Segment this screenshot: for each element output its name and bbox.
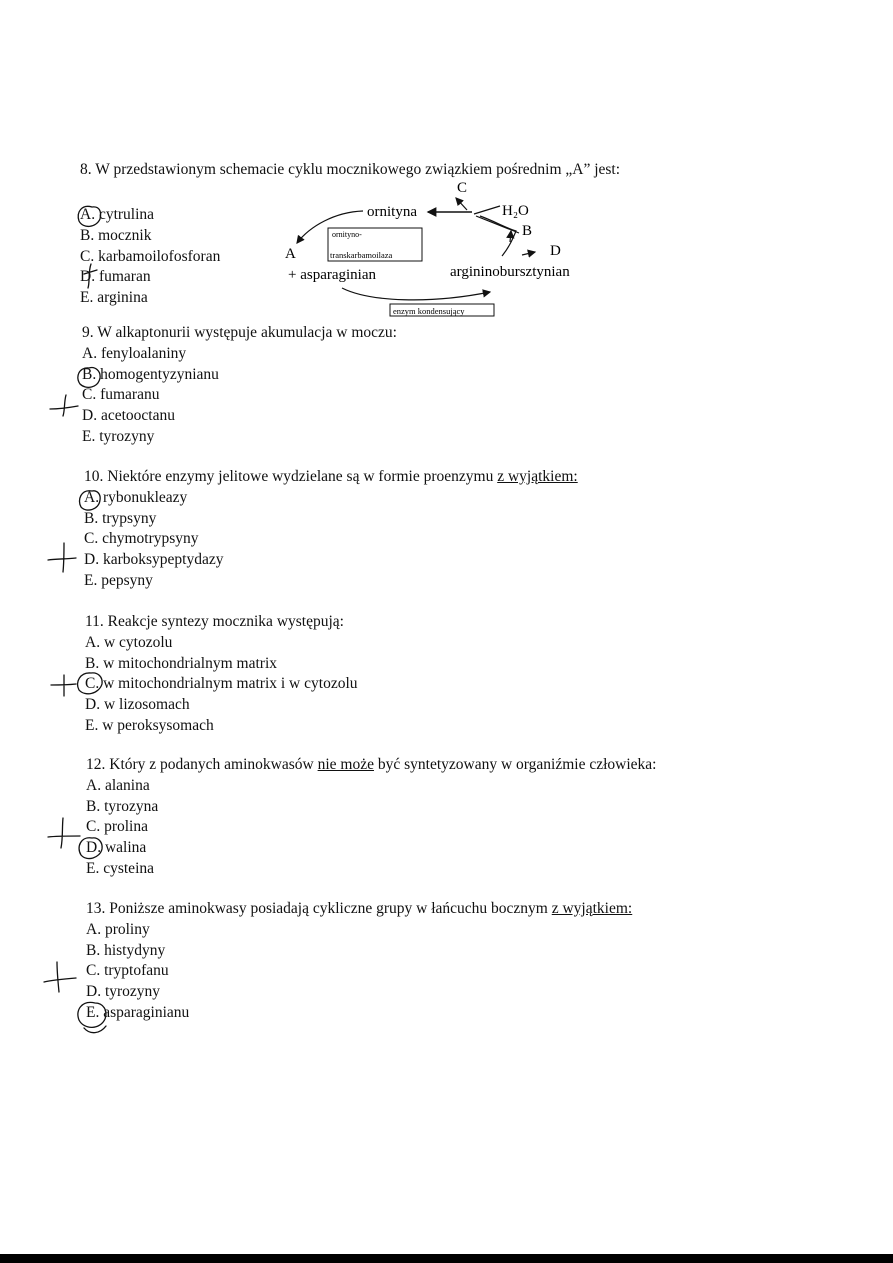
question-8-option-e: E. arginina [80, 289, 148, 307]
question-11-option-c: C. w mitochondrialnym matrix i w cytozolu [85, 675, 358, 693]
scheme-label-d: D [550, 243, 561, 259]
question-10-stem [84, 467, 578, 488]
line-to-h2o [474, 206, 500, 214]
question-8-option-b: B. mocznik [80, 226, 152, 244]
question-11-option-a: A. w cytozolu [85, 633, 173, 651]
question-13-stem [86, 899, 632, 920]
question-12-option-d: D. walina [86, 839, 147, 857]
question-8-options [80, 205, 220, 309]
question-9-option-b: B. homogentyzynianu [82, 365, 219, 383]
question-11-option-b: B. w mitochondrialnym matrix [85, 654, 278, 672]
question-8-option-c: C. karbamoilofosforan [80, 247, 221, 265]
cross-mark-q12 [48, 818, 80, 848]
question-9-stem: 9. W alkaptonurii występuje akumulacja w moczu: [82, 324, 397, 341]
question-10-option-b: B. trypsyny [84, 509, 157, 527]
arrow-asparaginian-to-argininosuccinate [342, 288, 490, 300]
question-10-option-c: C. chymotrypsyny [84, 530, 199, 548]
question-10-option-a: A. rybonukleazy [84, 488, 188, 506]
scheme-label-argininobursztynian: argininobursztynian [450, 264, 570, 280]
cross-mark-q9 [50, 395, 78, 416]
question-12 [86, 755, 656, 880]
question-10-option-d: D. karboksypeptydazy [84, 551, 224, 569]
question-11-stem: 11. Reakcje syntezy mocznika występują: [85, 613, 344, 630]
question-12-option-c: C. prolina [86, 818, 148, 836]
question-12-stem [86, 755, 656, 776]
question-13-option-b: B. histydyny [86, 941, 166, 959]
question-9-option-e: E. tyrozyny [82, 427, 155, 445]
scheme-label-a: A [285, 246, 296, 262]
question-13-option-c: C. tryptofanu [86, 962, 169, 980]
question-13-option-a: A. proliny [86, 920, 150, 938]
question-11-option-e: E. w peroksysomach [85, 716, 214, 734]
question-8-stem: 8. W przedstawionym schemacie cyklu mocznikowego związkiem pośrednim „A” jest: [80, 161, 621, 178]
scheme-label-h2o: H₂O [502, 203, 529, 219]
question-12-stem-before: 12. Który z podanych aminokwasów [86, 756, 318, 773]
question-13-option-d: D. tyrozyny [86, 983, 161, 1001]
arrow-to-d [522, 252, 535, 255]
cross-mark-q11 [51, 675, 76, 696]
scheme-label-b: B [522, 223, 533, 239]
question-10 [84, 467, 578, 592]
cross-mark-q10 [48, 543, 76, 572]
question-10-stem-underlined: z wyjątkiem: [497, 468, 578, 485]
question-12-stem-underlined: nie może [317, 756, 374, 773]
question-11-option-d: D. w lizosomach [85, 696, 190, 714]
question-10-stem-text: 10. Niektóre enzymy jelitowe wydzielane są w formie proenzymu [84, 468, 498, 485]
scheme-enzyme2-label: enzym kondensujący [393, 306, 465, 316]
question-12-option-a: A. alanina [86, 776, 150, 794]
arrow-to-c [456, 198, 467, 210]
question-12-option-b: B. tyrozyna [86, 797, 159, 815]
question-9 [82, 323, 397, 448]
question-13 [86, 899, 632, 1024]
question-8-option-d: D. fumaran [80, 268, 151, 286]
urea-cycle-scheme [280, 176, 620, 321]
question-12-stem-after: być syntetyzowany w organiźmie człowieka: [373, 756, 657, 773]
scheme-enzyme1-line1: ornityno- [332, 230, 362, 239]
question-9-option-a: A. fenyloalaniny [82, 344, 187, 362]
question-8-option-a: A. cytrulina [80, 206, 155, 223]
question-11 [85, 612, 358, 737]
question-10-option-e: E. pepsyny [84, 571, 153, 589]
scheme-enzyme1-line2: transkarbamoilaza [330, 250, 393, 260]
scan-bottom-edge [0, 1254, 893, 1263]
question-9-option-d: D. acetooctanu [82, 407, 175, 425]
cross-mark-q13 [44, 962, 76, 992]
question-9-option-c: C. fumaranu [82, 386, 160, 404]
question-13-stem-text: 13. Poniższe aminokwasy posiadają cykliczne grupy w łańcuchu bocznym [86, 900, 552, 917]
question-12-option-e: E. cysteina [86, 859, 155, 877]
scheme-label-ornityna: ornityna [367, 204, 417, 220]
scheme-label-c: C [457, 180, 468, 196]
scheme-label-asparaginian: + asparaginian [288, 267, 377, 283]
arrow-to-b [510, 231, 511, 242]
question-13-stem-underlined: z wyjątkiem: [551, 900, 633, 917]
question-13-option-e: E. asparaginianu [86, 1003, 190, 1021]
